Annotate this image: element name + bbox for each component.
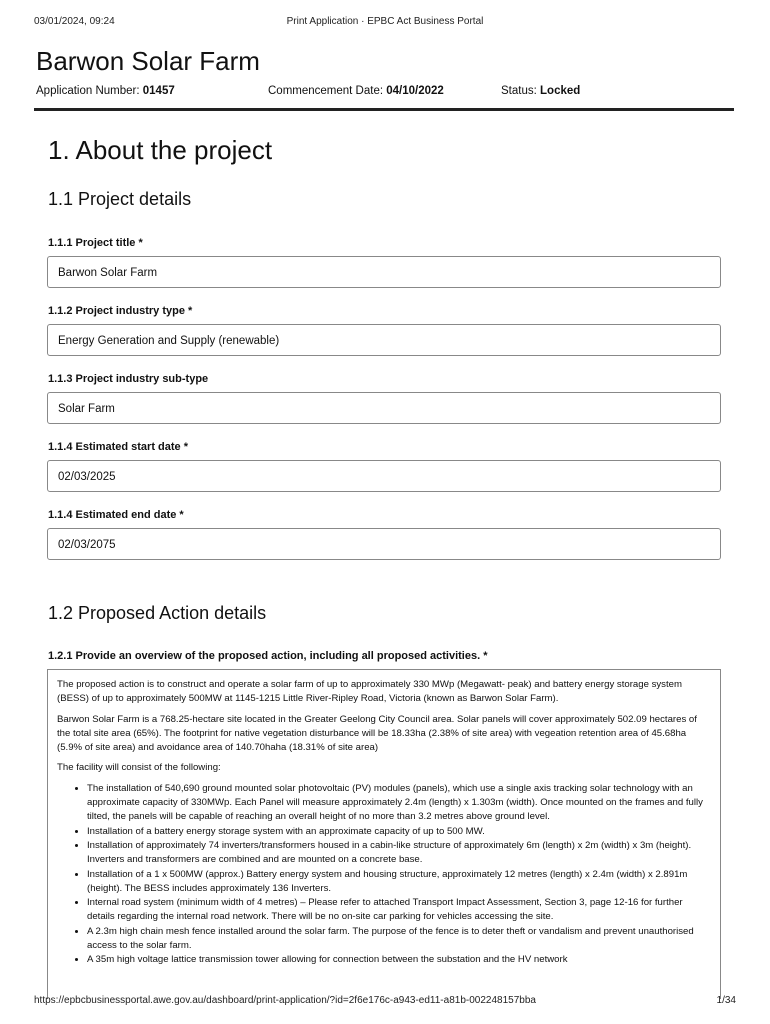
list-item: • Installation of a battery energy storage system with an approximate capacity of up to 500 MW. [87,825,711,839]
section-heading: 1. About the project [48,135,273,165]
facility-list [57,782,711,968]
field-label-project-title: 1.1.1 Project title * [48,237,143,249]
list-item: • Internal road system (minimum width of 4 metres) – Please refer to attached Transport Impact Assessment, Section 3, page 12-16 for further details regarding the internal road network. There will be no on-site car parking for vehicles accessing the site. [87,896,711,925]
field-label-end-date: 1.1.4 Estimated end date * [48,509,184,521]
subsection-proposed-action: 1.2 Proposed Action details [48,603,267,623]
application-meta [36,85,734,101]
overview-paragraph: The facility will consist of the following: [57,762,221,774]
list-item: • A 2.3m high chain mesh fence installed around the solar farm. The purpose of the fence is to deter theft or vandalism and prevent unauthorised access to the solar farm. [87,925,711,954]
field-label-industry-subtype: 1.1.3 Project industry sub-type [48,373,209,385]
field-industry-type: Energy Generation and Supply (renewable) [47,324,721,356]
application-number-value: 01457 [142,85,175,97]
field-label-start-date: 1.1.4 Estimated start date * [48,441,189,453]
list-item: • Installation of a 1 x 500MW (approx.) Battery energy system and housing structure, approximately 12 metres (length) x 2.4m (width) x 2.891m (height). The BESS includes approximately 136 Inverters. [87,868,711,897]
application-number-label: Application Number: [36,85,140,97]
field-project-title: Barwon Solar Farm [47,256,721,288]
list-item: • Installation of approximately 74 inverters/transformers housed in a cabin-like structure of approximately 6m (length) x 2m (width) x 3m (height). Inverters and transformers are combined and are mounted on a concrete base. [87,839,711,868]
page-number: 1/34 [716,995,736,1006]
overview-text-area [47,669,721,999]
field-label-overview: 1.2.1 Provide an overview of the proposed action, including all proposed activities. * [48,650,488,662]
subsection-project-details: 1.1 Project details [48,189,192,209]
status-label: Status: [501,85,537,97]
commencement-date-value: 04/10/2022 [386,85,444,97]
print-datetime: 03/01/2024, 09:24 [34,16,115,27]
field-industry-subtype: Solar Farm [47,392,721,424]
list-item: • The installation of 540,690 ground mounted solar photovoltaic (PV) modules (panels), which use a single axis tracking solar technology with an approximate capacity of 330MWp. Each Panel will measure approximately 2.4m (length) x 1.303m (width). Once mounted on the frames and fully tilted, the panels will be capable of reaching an overall height of no more than 3.2 metres above ground level. [87,782,711,825]
commencement-date [268,85,444,97]
field-start-date: 02/03/2025 [47,460,721,492]
overview-paragraph: The proposed action is to construct and operate a solar farm of up to approximately 330 MWp (Megawatt- peak) and battery energy storage system (BESS) of up to approximately 500MW at 1145-1215 Little River-Ripley Road, Victoria (known as Barwon Solar Farm). [57,679,682,705]
application-title: Barwon Solar Farm [36,46,260,76]
status-value: Locked [540,85,581,97]
header-divider [34,108,734,111]
page-url: https://epbcbusinessportal.awe.gov.au/dashboard/print-application/?id=2f6e176c-a943-ed11-a81b-002248157bba [34,995,536,1006]
print-header [34,16,736,30]
commencement-date-label: Commencement Date: [268,85,384,97]
list-item: • A 35m high voltage lattice transmission tower allowing for connection between the substation and the HV network [87,953,711,967]
field-label-industry-type: 1.1.2 Project industry type * [48,305,193,317]
status [501,85,580,97]
print-page-title: Print Application · EPBC Act Business Portal [286,16,484,27]
field-end-date: 02/03/2075 [47,528,721,560]
application-number [36,85,175,97]
overview-paragraph: Barwon Solar Farm is a 768.25-hectare site located in the Greater Geelong City Council area. Solar panels will cover approximately 502.09 hectares of the total site area (65%). The footprint for native vegetation disturbance will be 18.33ha (2.38% of site area) with vegeation retention area of 45.68ha (5.9% of site area) and avoidance area of 140.70haha (18.31% of site area) [57,713,697,754]
